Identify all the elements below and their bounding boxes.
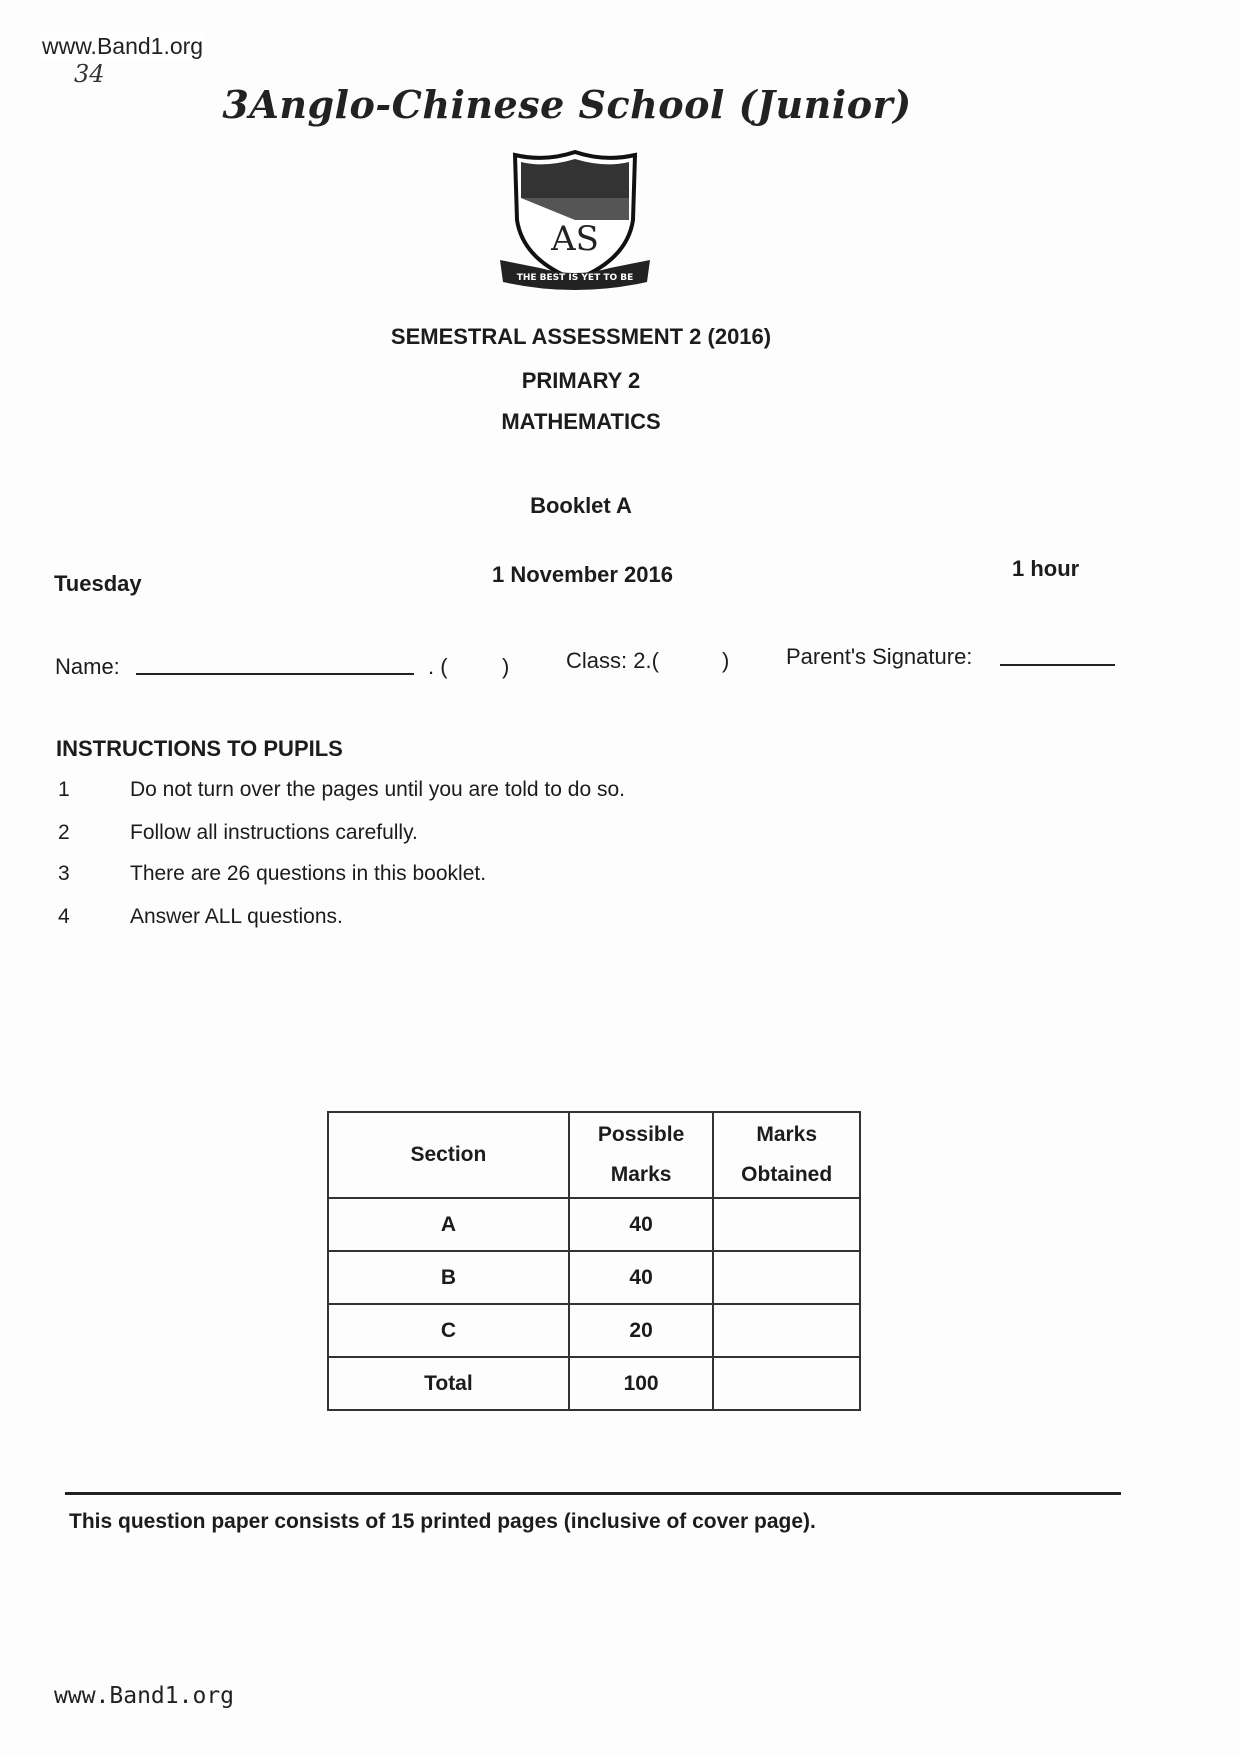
signature-label: Parent's Signature: <box>786 644 973 669</box>
index-close: ) <box>502 654 510 679</box>
instruction-text: Answer ALL questions. <box>130 905 343 928</box>
handwritten-number: 34 <box>74 60 105 88</box>
school-crest-logo <box>495 150 655 300</box>
instruction-number: 2 <box>58 821 70 844</box>
possible-cell: 20 <box>569 1304 714 1357</box>
header-text: Possible <box>597 1123 685 1146</box>
possible-cell: 40 <box>569 1251 714 1304</box>
instruction-item <box>58 778 625 802</box>
table-row <box>328 1304 860 1357</box>
table-header-row <box>328 1112 860 1198</box>
index-open: . ( <box>428 654 448 679</box>
table-row-total <box>328 1357 860 1410</box>
instruction-item <box>58 821 418 845</box>
school-name: 3Anglo-Chinese School (Junior) <box>222 82 912 127</box>
obtained-cell[interactable] <box>713 1251 860 1304</box>
exam-date: 1 November 2016 <box>492 562 673 587</box>
section-cell: A <box>328 1198 569 1251</box>
watermark-top: www.Band1.org <box>42 33 204 59</box>
subject-title: MATHEMATICS <box>501 409 661 434</box>
section-cell: B <box>328 1251 569 1304</box>
signature-field-line[interactable] <box>1000 664 1115 666</box>
exam-day: Tuesday <box>54 571 142 596</box>
class-close: ) <box>722 648 730 673</box>
marks-table <box>327 1111 861 1411</box>
instruction-text: Do not turn over the pages until you are told to do so. <box>130 778 625 801</box>
instruction-text: Follow all instructions carefully. <box>130 821 418 844</box>
instruction-item <box>58 905 343 929</box>
header-text: Obtained <box>741 1163 833 1186</box>
footer-divider <box>65 1492 1121 1495</box>
exam-duration: 1 hour <box>1012 556 1080 581</box>
header-section: Section <box>328 1112 569 1198</box>
table-row <box>328 1198 860 1251</box>
instructions-heading: INSTRUCTIONS TO PUPILS <box>56 736 343 761</box>
possible-cell: 40 <box>569 1198 714 1251</box>
instruction-number: 4 <box>58 905 70 928</box>
name-field-line[interactable] <box>136 673 414 675</box>
assessment-title: SEMESTRAL ASSESSMENT 2 (2016) <box>390 324 772 349</box>
footer-note: This question paper consists of 15 printed pages (inclusive of cover page). <box>69 1510 816 1533</box>
instruction-item <box>58 862 486 886</box>
level-title: PRIMARY 2 <box>521 368 641 393</box>
header-marks-obtained <box>713 1112 860 1198</box>
obtained-cell[interactable] <box>713 1304 860 1357</box>
instruction-text: There are 26 questions in this booklet. <box>130 862 487 885</box>
obtained-cell[interactable] <box>713 1198 860 1251</box>
svg-text:THE BEST IS YET TO BE: THE BEST IS YET TO BE <box>516 273 634 283</box>
obtained-cell[interactable] <box>713 1357 860 1410</box>
header-text: Marks <box>610 1163 672 1186</box>
table-row <box>328 1251 860 1304</box>
name-label: Name: <box>55 654 120 679</box>
header-text: Marks <box>756 1123 818 1146</box>
instruction-number: 3 <box>58 862 70 885</box>
instruction-number: 1 <box>58 778 70 801</box>
header-possible-marks <box>569 1112 714 1198</box>
svg-text:AS: AS <box>551 219 599 259</box>
possible-cell: 100 <box>569 1357 714 1410</box>
section-cell: Total <box>328 1357 569 1410</box>
watermark-bottom: www.Band1.org <box>54 1683 235 1709</box>
class-label: Class: 2.( <box>566 648 659 673</box>
section-cell: C <box>328 1304 569 1357</box>
booklet-title: Booklet A <box>530 493 632 518</box>
